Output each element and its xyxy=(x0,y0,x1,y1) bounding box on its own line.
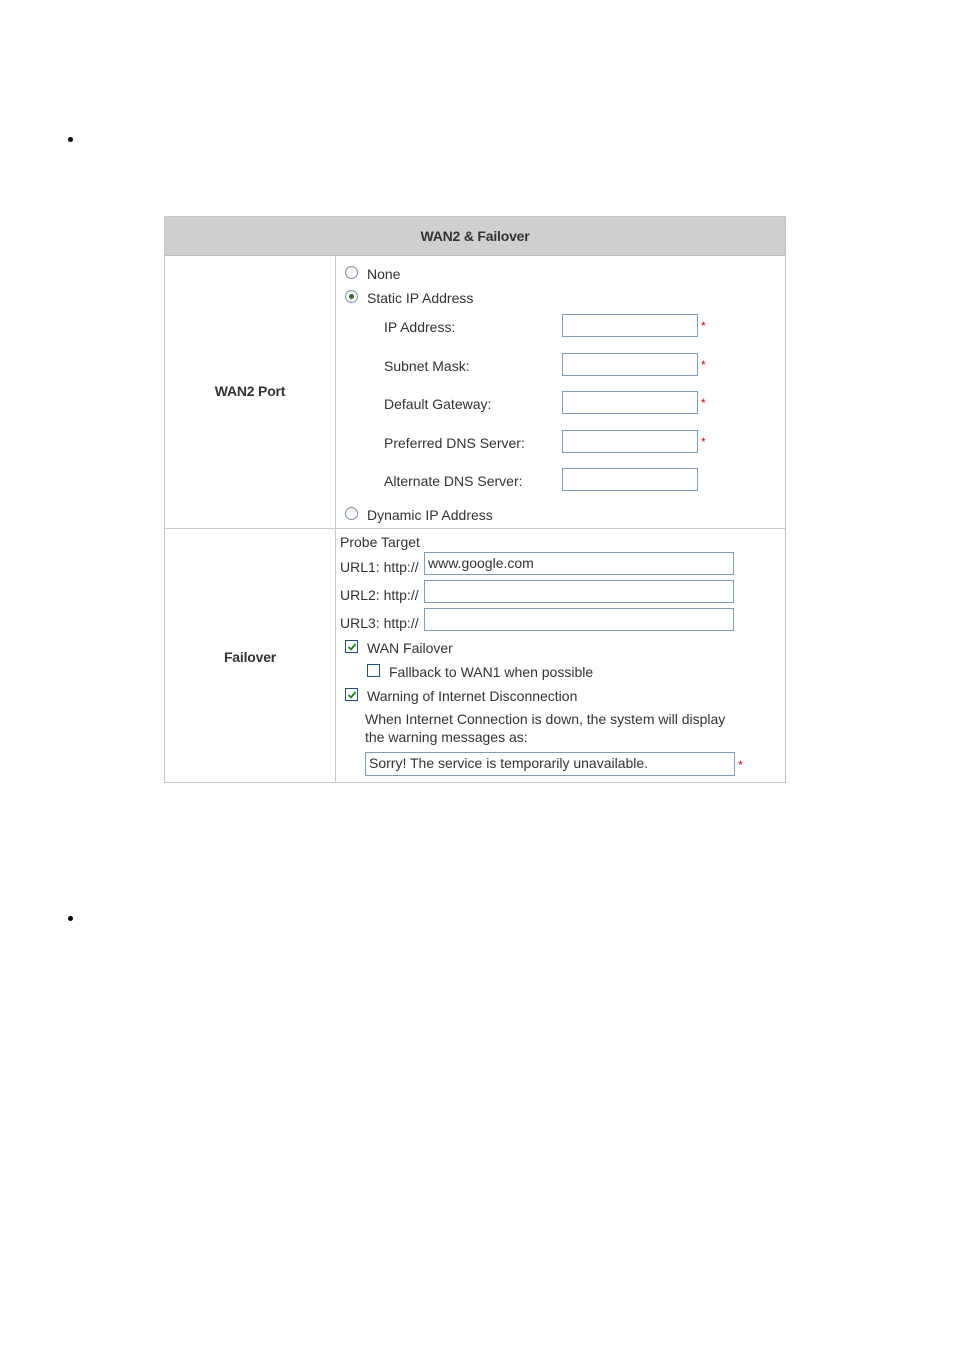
fallback-wan1-label: Fallback to WAN1 when possible xyxy=(389,664,594,680)
checkmark-icon xyxy=(347,642,357,652)
radio-static-ip-label: Static IP Address xyxy=(367,290,474,306)
warning-description-line1: When Internet Connection is down, the system will display xyxy=(365,711,726,727)
alternate-dns-label: Alternate DNS Server: xyxy=(384,473,523,489)
url2-input[interactable] xyxy=(424,580,734,603)
radio-static-ip[interactable] xyxy=(345,290,358,303)
probe-target-label: Probe Target xyxy=(340,534,420,550)
warning-disconnection-checkbox[interactable] xyxy=(345,688,358,701)
subnet-mask-input[interactable] xyxy=(562,353,698,376)
url3-label: URL3: http:// xyxy=(340,615,419,631)
subnet-mask-required-mark: * xyxy=(701,358,706,372)
default-gateway-required-mark: * xyxy=(701,396,706,410)
warning-description-line2: the warning messages as: xyxy=(365,729,528,745)
wan2-port-label: WAN2 Port xyxy=(214,383,286,399)
default-gateway-label: Default Gateway: xyxy=(384,396,492,412)
wan-failover-label: WAN Failover xyxy=(367,640,453,656)
failover-label: Failover xyxy=(223,649,277,665)
warning-message-required-mark: * xyxy=(738,758,743,772)
warning-disconnection-label: Warning of Internet Disconnection xyxy=(367,688,578,704)
preferred-dns-input[interactable] xyxy=(562,430,698,453)
url1-label: URL1: http:// xyxy=(340,559,419,575)
alternate-dns-input[interactable] xyxy=(562,468,698,491)
url2-label: URL2: http:// xyxy=(340,587,419,603)
column-divider xyxy=(335,256,336,783)
fallback-wan1-checkbox[interactable] xyxy=(367,664,380,677)
subnet-mask-label: Subnet Mask: xyxy=(384,358,470,374)
warning-message-input[interactable]: Sorry! The service is temporarily unavailable. xyxy=(365,752,735,776)
wan-failover-checkbox[interactable] xyxy=(345,640,358,653)
bullet-marker-bottom xyxy=(68,916,73,921)
ip-address-label: IP Address: xyxy=(384,319,456,335)
radio-dynamic-ip[interactable] xyxy=(345,507,358,520)
radio-none[interactable] xyxy=(345,266,358,279)
preferred-dns-label: Preferred DNS Server: xyxy=(384,435,525,451)
row-divider xyxy=(165,528,785,529)
panel-title: WAN2 & Failover xyxy=(165,217,785,256)
preferred-dns-required-mark: * xyxy=(701,435,706,449)
ip-address-required-mark: * xyxy=(701,319,706,333)
ip-address-input[interactable] xyxy=(562,314,698,337)
checkmark-icon xyxy=(347,690,357,700)
url1-input[interactable]: www.google.com xyxy=(424,552,734,575)
default-gateway-input[interactable] xyxy=(562,391,698,414)
url3-input[interactable] xyxy=(424,608,734,631)
wan2-failover-panel xyxy=(164,216,786,783)
bullet-marker-top xyxy=(68,137,73,142)
radio-none-label: None xyxy=(367,266,401,282)
radio-dynamic-ip-label: Dynamic IP Address xyxy=(367,507,493,523)
